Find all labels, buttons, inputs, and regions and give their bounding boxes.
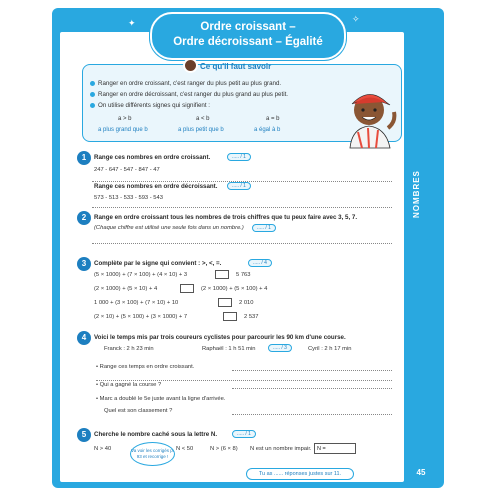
comparison-right: 5 763 <box>236 272 251 278</box>
answer-line[interactable] <box>96 380 392 381</box>
title-line-1: Ordre croissant – <box>200 21 296 33</box>
score-badge: ..... / 3 <box>268 344 292 352</box>
comparison-left: 1 000 + (3 × 100) + (7 × 10) + 10 <box>94 300 179 306</box>
score-badge: ..... / 1 <box>232 430 256 438</box>
score-summary: Tu as ...... réponses justes sur 11. <box>246 468 354 480</box>
savoir-heading: Ce qu'il faut savoir <box>200 62 272 71</box>
answer-box[interactable]: N = <box>314 443 356 454</box>
exercise-1-question-2: Range ces nombres en ordre décroissant. <box>94 183 218 190</box>
boy-illustration <box>338 82 400 150</box>
comparison-right: 2 537 <box>244 314 259 320</box>
avatar <box>183 58 198 73</box>
sign-input[interactable] <box>215 270 229 279</box>
number-list-1: 247 - 647 - 547 - 847 - 47 <box>94 167 160 173</box>
exercise-4-item: • Qui a gagné la course ? <box>96 382 162 388</box>
exercise-4-item: Quel est son classement ? <box>104 408 173 414</box>
sign-less-meaning: a plus petit que b <box>178 127 224 133</box>
comparison-left: (5 × 1000) + (7 × 100) + (4 × 10) + 3 <box>94 272 188 278</box>
sign-equal-meaning: a égal à b <box>254 127 281 133</box>
savoir-bullet: Ranger en ordre décroissant, c'est ranger du plus grand au plus petit. <box>90 91 288 98</box>
exercise-3-question: Complète par le signe qui convient : >, <, =. <box>94 260 222 267</box>
star-icon: ✦ <box>362 40 370 50</box>
bullet-icon <box>90 103 95 108</box>
exercise-number: 3 <box>77 257 91 271</box>
answer-line[interactable] <box>232 388 392 389</box>
bullet-icon <box>90 92 95 97</box>
clue: N > 40 <box>94 446 112 452</box>
bullet-icon <box>90 81 95 86</box>
sign-equal: a = b <box>266 116 280 122</box>
answer-line[interactable] <box>232 370 392 371</box>
sign-greater: a > b <box>118 116 132 122</box>
exercise-2-note: (Chaque chiffre est utilisé une seule fois dans un nombre.) <box>94 225 244 231</box>
section-tab-label: NOMBRES <box>412 170 421 218</box>
number-list-2: 573 - 513 - 533 - 593 - 543 <box>94 195 163 201</box>
savoir-bullet: Ranger en ordre croissant, c'est ranger du plus petit au plus grand. <box>90 80 281 87</box>
score-badge: ..... / 1 <box>227 182 251 190</box>
answer-line[interactable] <box>232 414 392 415</box>
sign-input[interactable] <box>223 312 237 321</box>
exercise-number: 4 <box>77 331 91 345</box>
sign-input[interactable] <box>180 284 194 293</box>
exercise-number: 1 <box>77 151 91 165</box>
score-badge: ..... / 1 <box>252 224 276 232</box>
exercise-2-question: Range en ordre croissant tous les nombres de trois chiffres que tu peux faire avec 3, 5, 7. <box>94 214 358 221</box>
sign-input[interactable] <box>218 298 232 307</box>
corrections-note: Va voir les corrigés p. 93 et recorrige ! <box>130 442 175 466</box>
exercise-number: 5 <box>77 428 91 442</box>
clue: N est un nombre impair. <box>250 446 312 452</box>
page-number: 45 <box>410 465 432 481</box>
exercise-4-question: Voici le temps mis par trois coureurs cyclistes pour parcourir les 90 km d'une course. <box>94 334 346 341</box>
exercise-number: 2 <box>77 211 91 225</box>
cyclist-time: Franck : 2 h 23 min <box>104 346 154 352</box>
cyclist-time: Raphaël : 1 h 51 min <box>202 346 256 352</box>
clue: N > (6 × 8) <box>210 446 238 452</box>
comparison-right: 2 010 <box>239 300 254 306</box>
comparison-left: (2 × 10) + (5 × 100) + (3 × 1000) + 7 <box>94 314 188 320</box>
score-badge: ..... / 1 <box>227 153 251 161</box>
exercise-5-question: Cherche le nombre caché sous la lettre N. <box>94 431 218 438</box>
answer-line[interactable] <box>92 243 392 244</box>
clue: N < 50 <box>176 446 194 452</box>
comparison-right: (2 × 1000) + (5 × 100) + 4 <box>201 286 268 292</box>
sign-less: a < b <box>196 116 210 122</box>
savoir-bullet: On utilise différents signes qui signifient : <box>90 102 210 109</box>
exercise-4-item: • Marc a doublé le 5e juste avant la ligne d'arrivée. <box>96 396 226 402</box>
sign-greater-meaning: a plus grand que b <box>98 127 148 133</box>
star-icon: ✦ <box>128 18 136 28</box>
star-icon: ✧ <box>352 14 360 24</box>
title-line-2: Ordre décroissant – Égalité <box>173 36 323 48</box>
exercise-1-question: Range ces nombres en ordre croissant. <box>94 154 211 161</box>
score-badge: ..... / 4 <box>248 259 272 267</box>
exercise-4-item: • Range ces temps en ordre croissant. <box>96 364 195 370</box>
comparison-left: (2 × 1000) + (5 × 10) + 4 <box>94 286 158 292</box>
cyclist-time: Cyril : 2 h 17 min <box>308 346 352 352</box>
answer-line[interactable] <box>92 207 392 208</box>
page-title <box>150 12 346 60</box>
